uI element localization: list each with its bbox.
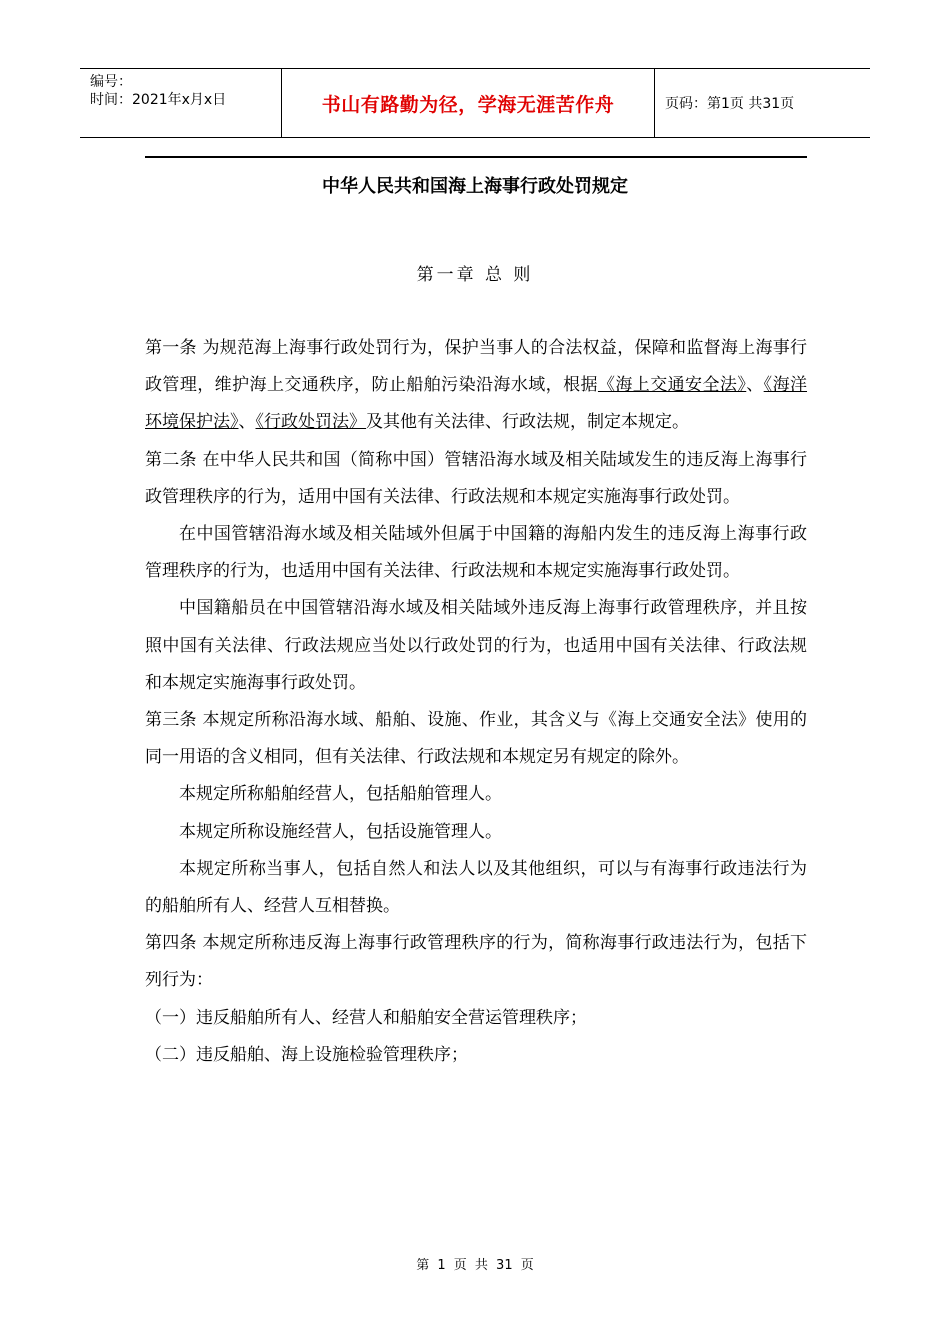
law-link-marine-environment-protection[interactable]: 《海洋环境保护法》	[145, 375, 808, 433]
motto-text: 书山有路勤为径，学海无涯苦作舟	[321, 93, 615, 116]
article-1-paragraph	[145, 330, 807, 442]
body-paragraph: 中国籍船员在中国管辖沿海水域及相关陆域外违反海上海事行政管理秩序，并且按照中国有关法律、行政法规应当处以行政处罚的行为，也适用中国有关法律、行政法规和本规定实施海事行政处罚。	[145, 598, 807, 693]
document-number-label: 编号：	[90, 74, 132, 90]
law-link-maritime-traffic-safety[interactable]: 《海上交通安全法》	[597, 375, 747, 396]
document-title: 中华人民共和国海上海事行政处罚规定	[322, 176, 628, 197]
body-paragraph: 在中国管辖沿海水域及相关陆域外但属于中国籍的海船内发生的违反海上海事行政管理秩序的行为，也适用中国有关法律、行政法规和本规定实施海事行政处罚。	[145, 524, 807, 582]
body-paragraph: 本规定所称船舶经营人，包括船舶管理人。	[179, 784, 502, 805]
body-paragraph: 本规定所称设施经营人，包括设施管理人。	[179, 821, 502, 842]
document-date: 时间：2021年x月x日	[90, 92, 227, 108]
list-item: （二）违反船舶、海上设施检验管理秩序；	[145, 1044, 468, 1065]
header-table	[80, 68, 870, 138]
law-link-administrative-penalty[interactable]: 《行政处罚法》	[255, 412, 366, 433]
article-3-paragraph: 第三条 本规定所称沿海水域、船舶、设施、作业，其含义与《海上交通安全法》使用的同一用语的含义相同，但有关法律、行政法规和本规定另有规定的除外。	[145, 710, 807, 768]
article-1-text: 第一条 为规范海上海事行政处罚行为，保护当事人的合法权益，保障和监督海上海事行政管理，维护海上交通秩序，防止船舶污染沿海水域，根据	[145, 338, 807, 396]
separator: 、	[746, 375, 764, 396]
title-rule-divider	[145, 156, 807, 158]
body-paragraph: 本规定所称当事人，包括自然人和法人以及其他组织，可以与有海事行政违法行为的船舶所有人、经营人互相替换。	[145, 858, 807, 917]
article-4-paragraph: 第四条 本规定所称违反海上海事行政管理秩序的行为，简称海事行政违法行为，包括下列行为：	[145, 933, 807, 991]
page-footer: 第 1 页 共 31 页	[416, 1258, 534, 1273]
page-info: 页码：第1页 共31页	[665, 96, 795, 112]
separator: 、	[238, 412, 256, 433]
article-1-text-end: 及其他有关法律、行政法规，制定本规定。	[366, 412, 689, 433]
article-2-paragraph: 第二条 在中华人民共和国（简称中国）管辖沿海水域及相关陆域发生的违反海上海事行政管理秩序的行为，适用中国有关法律、行政法规和本规定实施海事行政处罚。	[145, 449, 807, 507]
header-page-cell	[655, 69, 870, 137]
list-item: （一）违反船舶所有人、经营人和船舶安全营运管理秩序；	[145, 1007, 587, 1028]
chapter-heading: 第一章 总 则	[416, 265, 534, 285]
document-body	[145, 330, 807, 1074]
header-motto-cell	[282, 69, 655, 137]
header-meta-cell	[80, 69, 282, 137]
